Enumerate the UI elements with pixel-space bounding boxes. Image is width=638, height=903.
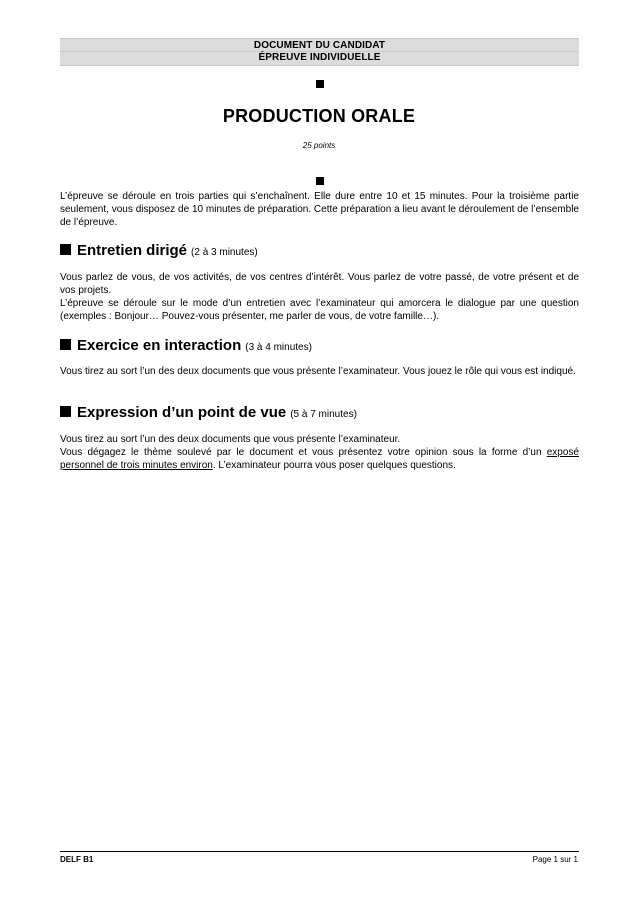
paragraph-text: . L’examinateur pourra vous poser quelques questions.	[212, 460, 456, 471]
footer-divider	[60, 851, 579, 852]
section-heading-exercice	[60, 337, 579, 357]
underlined-text: exposé personnel de trois minutes environ	[60, 447, 579, 471]
header-subtitle: ÉPREUVE INDIVIDUELLE	[258, 52, 381, 63]
paragraph-text: Vous dégagez le thème soulevé par le document et vous présentez votre opinion sous la forme d’un	[60, 447, 547, 458]
section-paragraph-block	[60, 433, 579, 472]
square-bullet-icon	[60, 244, 71, 255]
section-heading-entretien	[60, 242, 579, 262]
section-duration: (3 à 4 minutes)	[245, 342, 312, 353]
section-paragraph	[60, 446, 579, 472]
section-paragraph: Vous tirez au sort l’un des deux documents que vous présente l’examinateur. Vous jouez le rôle qui vous est indiqué.	[60, 366, 576, 377]
section-title: Exercice en interaction	[77, 337, 242, 354]
square-bullet-icon	[60, 339, 71, 350]
footer-exam-label: DELF B1	[60, 855, 94, 864]
section-title: Entretien dirigé	[77, 242, 188, 259]
header-band	[60, 38, 579, 66]
section-title: Expression d’un point de vue	[77, 404, 287, 421]
section-paragraph: L’épreuve se déroule sur le mode d’un entretien avec l’examinateur qui amorcera le dialogue par une question (exemples : Bonjour… Pouvez-vous présenter, me parler de vous, de votre famille…).	[60, 298, 579, 322]
header-title: DOCUMENT DU CANDIDAT	[253, 40, 386, 51]
section-paragraph: Vous tirez au sort l’un des deux documents que vous présente l’examinateur.	[60, 434, 401, 445]
section-duration: (5 à 7 minutes)	[290, 409, 357, 420]
square-bullet-icon	[316, 80, 324, 88]
square-bullet-icon	[316, 177, 324, 185]
page-title: PRODUCTION ORALE	[222, 106, 416, 126]
intro-paragraph: L’épreuve se déroule en trois parties qui s’enchaînent. Elle dure entre 10 et 15 minutes. Pour la troisième partie seulement, vous disposez de 10 minutes de préparation. Cette préparation a lieu avant le déroulement de l’ensemble de l’épreuve.	[60, 191, 579, 228]
section-paragraph: Vous parlez de vous, de vos activités, de vos centres d’intérêt. Vous parlez de votre passé, de votre présent et de vos projets.	[60, 272, 579, 296]
points-label: 25 points	[302, 141, 336, 150]
square-bullet-icon	[60, 406, 71, 417]
footer-page-number: Page 1 sur 1	[532, 855, 578, 864]
section-duration: (2 à 3 minutes)	[191, 247, 258, 258]
section-heading-expression	[60, 404, 579, 424]
